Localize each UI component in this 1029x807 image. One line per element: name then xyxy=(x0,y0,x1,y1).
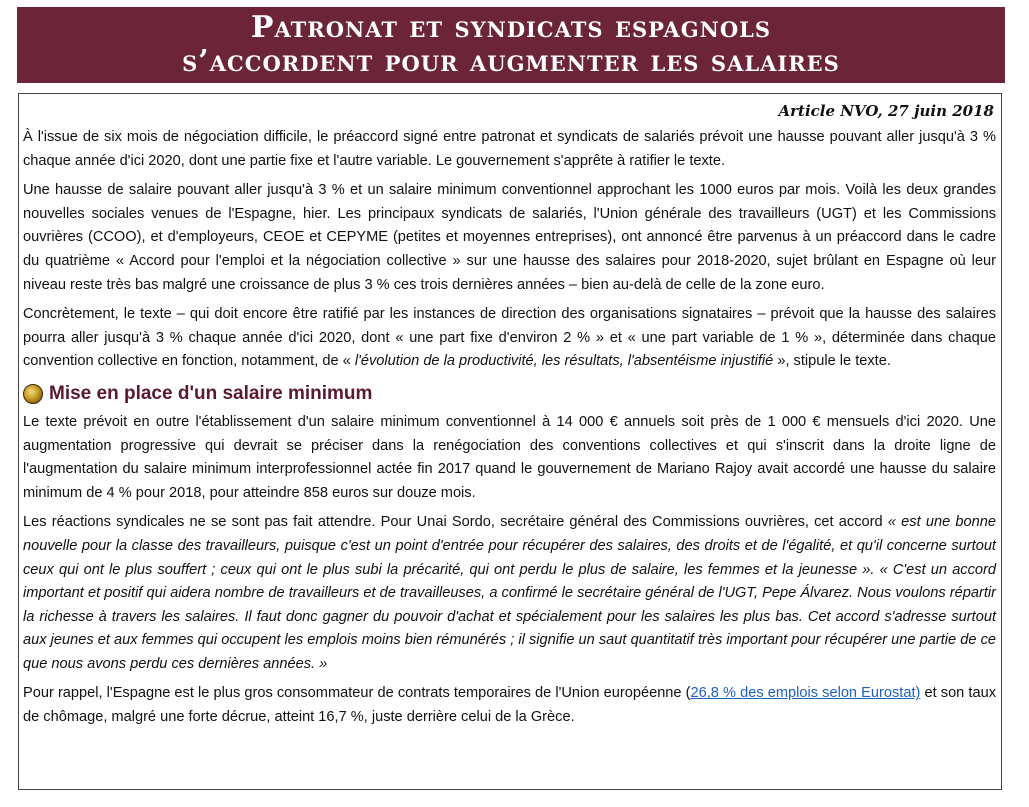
paragraph-3-text: Concrètement, le texte – qui doit encore être ratifié par les instances de direction des organisations signataires – prévoit que la hausse des salaires pourra aller jusqu'à 3 % chaque année d'ici 2020, dont « une part fixe d'environ 2 % » et « une part variable de 1 % », déterminée dans chaque convention collective en fonction, notamment, de « xyxy=(23,306,996,370)
paragraph-5-text: Les réactions syndicales ne se sont pas fait attendre. Pour Unai Sordo, secrétaire général des Commissions ouvrières, cet accord xyxy=(23,514,888,531)
article-source: Article NVO, 27 juin 2018 xyxy=(778,102,994,120)
paragraph-2: Une hausse de salaire pouvant aller jusqu'à 3 % et un salaire minimum conventionnel approchant les 1000 euros par mois. Voilà les deux grandes nouvelles sociales venues de l'Espagne, hier. Les principaux syndicats de salariés, l'Union générale des travailleurs (UGT) et les Commissions ouvrières (CCOO), et d'employeurs, CEOE et CEPYME (petites et moyennes entreprises), ont annoncé être parvenus à un préaccord dans le cadre du quatrième « Accord pour l'emploi et la négociation collective » sur une hausse des salaires pour 2018-2020, sujet brûlant en Espagne où leur niveau reste très bas malgré une croissance de plus 3 % ces trois dernières années – bien au-delà de celle de la zone euro. xyxy=(23,182,996,293)
paragraph-6 xyxy=(23,682,996,729)
banner-title-line-1: Patronat et syndicats espagnols xyxy=(250,10,772,45)
paragraph-5-quote: « est une bonne nouvelle pour la classe des travailleurs, puisque c'est un point d'entrée pour récupérer des salaires, des droits et de l'égalité, et qu'il concerne surtout ceux qui ont le plus souffert ; ceux qui ont le plus subi la précarité, qui ont perdu le plus de salaire, les femmes et la jeunesse ». « C'est un accord important et positif qui aidera nombre de travailleurs et de travailleuses, a confirmé le secrétaire général de l'UGT, Pepe Álvarez. Nous voulons répartir la richesse à travers les salaires. Il faut donc gagner du pouvoir d'achat et spécialement pour les salaires les plus bas. Cet accord s'adresse surtout aux jeunes et aux femmes qui occupent les emplois moins bien rémunérés ; il signifie un saut quantitatif très important pour récupérer une partie de ce que nous avons perdu ces dernières années. » xyxy=(23,514,996,672)
section-title: Mise en place d'un salaire minimum xyxy=(49,382,373,404)
article-frame xyxy=(18,93,1002,790)
paragraph-3-quote: l'évolution de la productivité, les résultats, l'absentéisme injustifié xyxy=(354,353,774,370)
eurostat-link[interactable]: 26,8 % des emplois selon Eurostat) xyxy=(690,685,921,702)
gold-bullet-icon xyxy=(23,384,43,404)
section-heading xyxy=(23,380,996,408)
paragraph-6-end: et son taux de chômage, malgré une forte décrue, atteint 16,7 %, juste derrière celui de la Grèce. xyxy=(23,685,996,726)
paragraph-4: Le texte prévoit en outre l'établissement d'un salaire minimum conventionnel à 14 000 € annuels soit près de 1 000 € mensuels d'ici 2020. Une augmentation progressive qui devrait se préciser dans la renégociation des conventions collectives et qui s'inscrit dans la droite ligne de l'augmentation du salaire minimum interprofessionnel actée fin 2017 quand le gouvernement de Mariano Rajoy avait accordé une hausse du salaire minimum de 4 % pour 2018, pour atteindre 858 euros sur douze mois. xyxy=(23,413,996,501)
title-banner xyxy=(17,7,1005,83)
paragraph-1: À l'issue de six mois de négociation difficile, le préaccord signé entre patronat et syndicats de salariés prévoit une hausse pouvant aller jusqu'à 3 % chaque année d'ici 2020, dont une partie fixe et l'autre variable. Le gouvernement s'apprête à ratifier le texte. xyxy=(23,129,996,169)
paragraph-3-end: », stipule le texte. xyxy=(773,353,891,370)
paragraph-5 xyxy=(23,511,996,676)
paragraph-6-text: Pour rappel, l'Espagne est le plus gros consommateur de contrats temporaires de l'Union européenne ( xyxy=(23,685,691,702)
paragraph-3 xyxy=(23,303,996,374)
banner-title-line-2: s’accordent pour augmenter les salaires xyxy=(182,44,840,79)
